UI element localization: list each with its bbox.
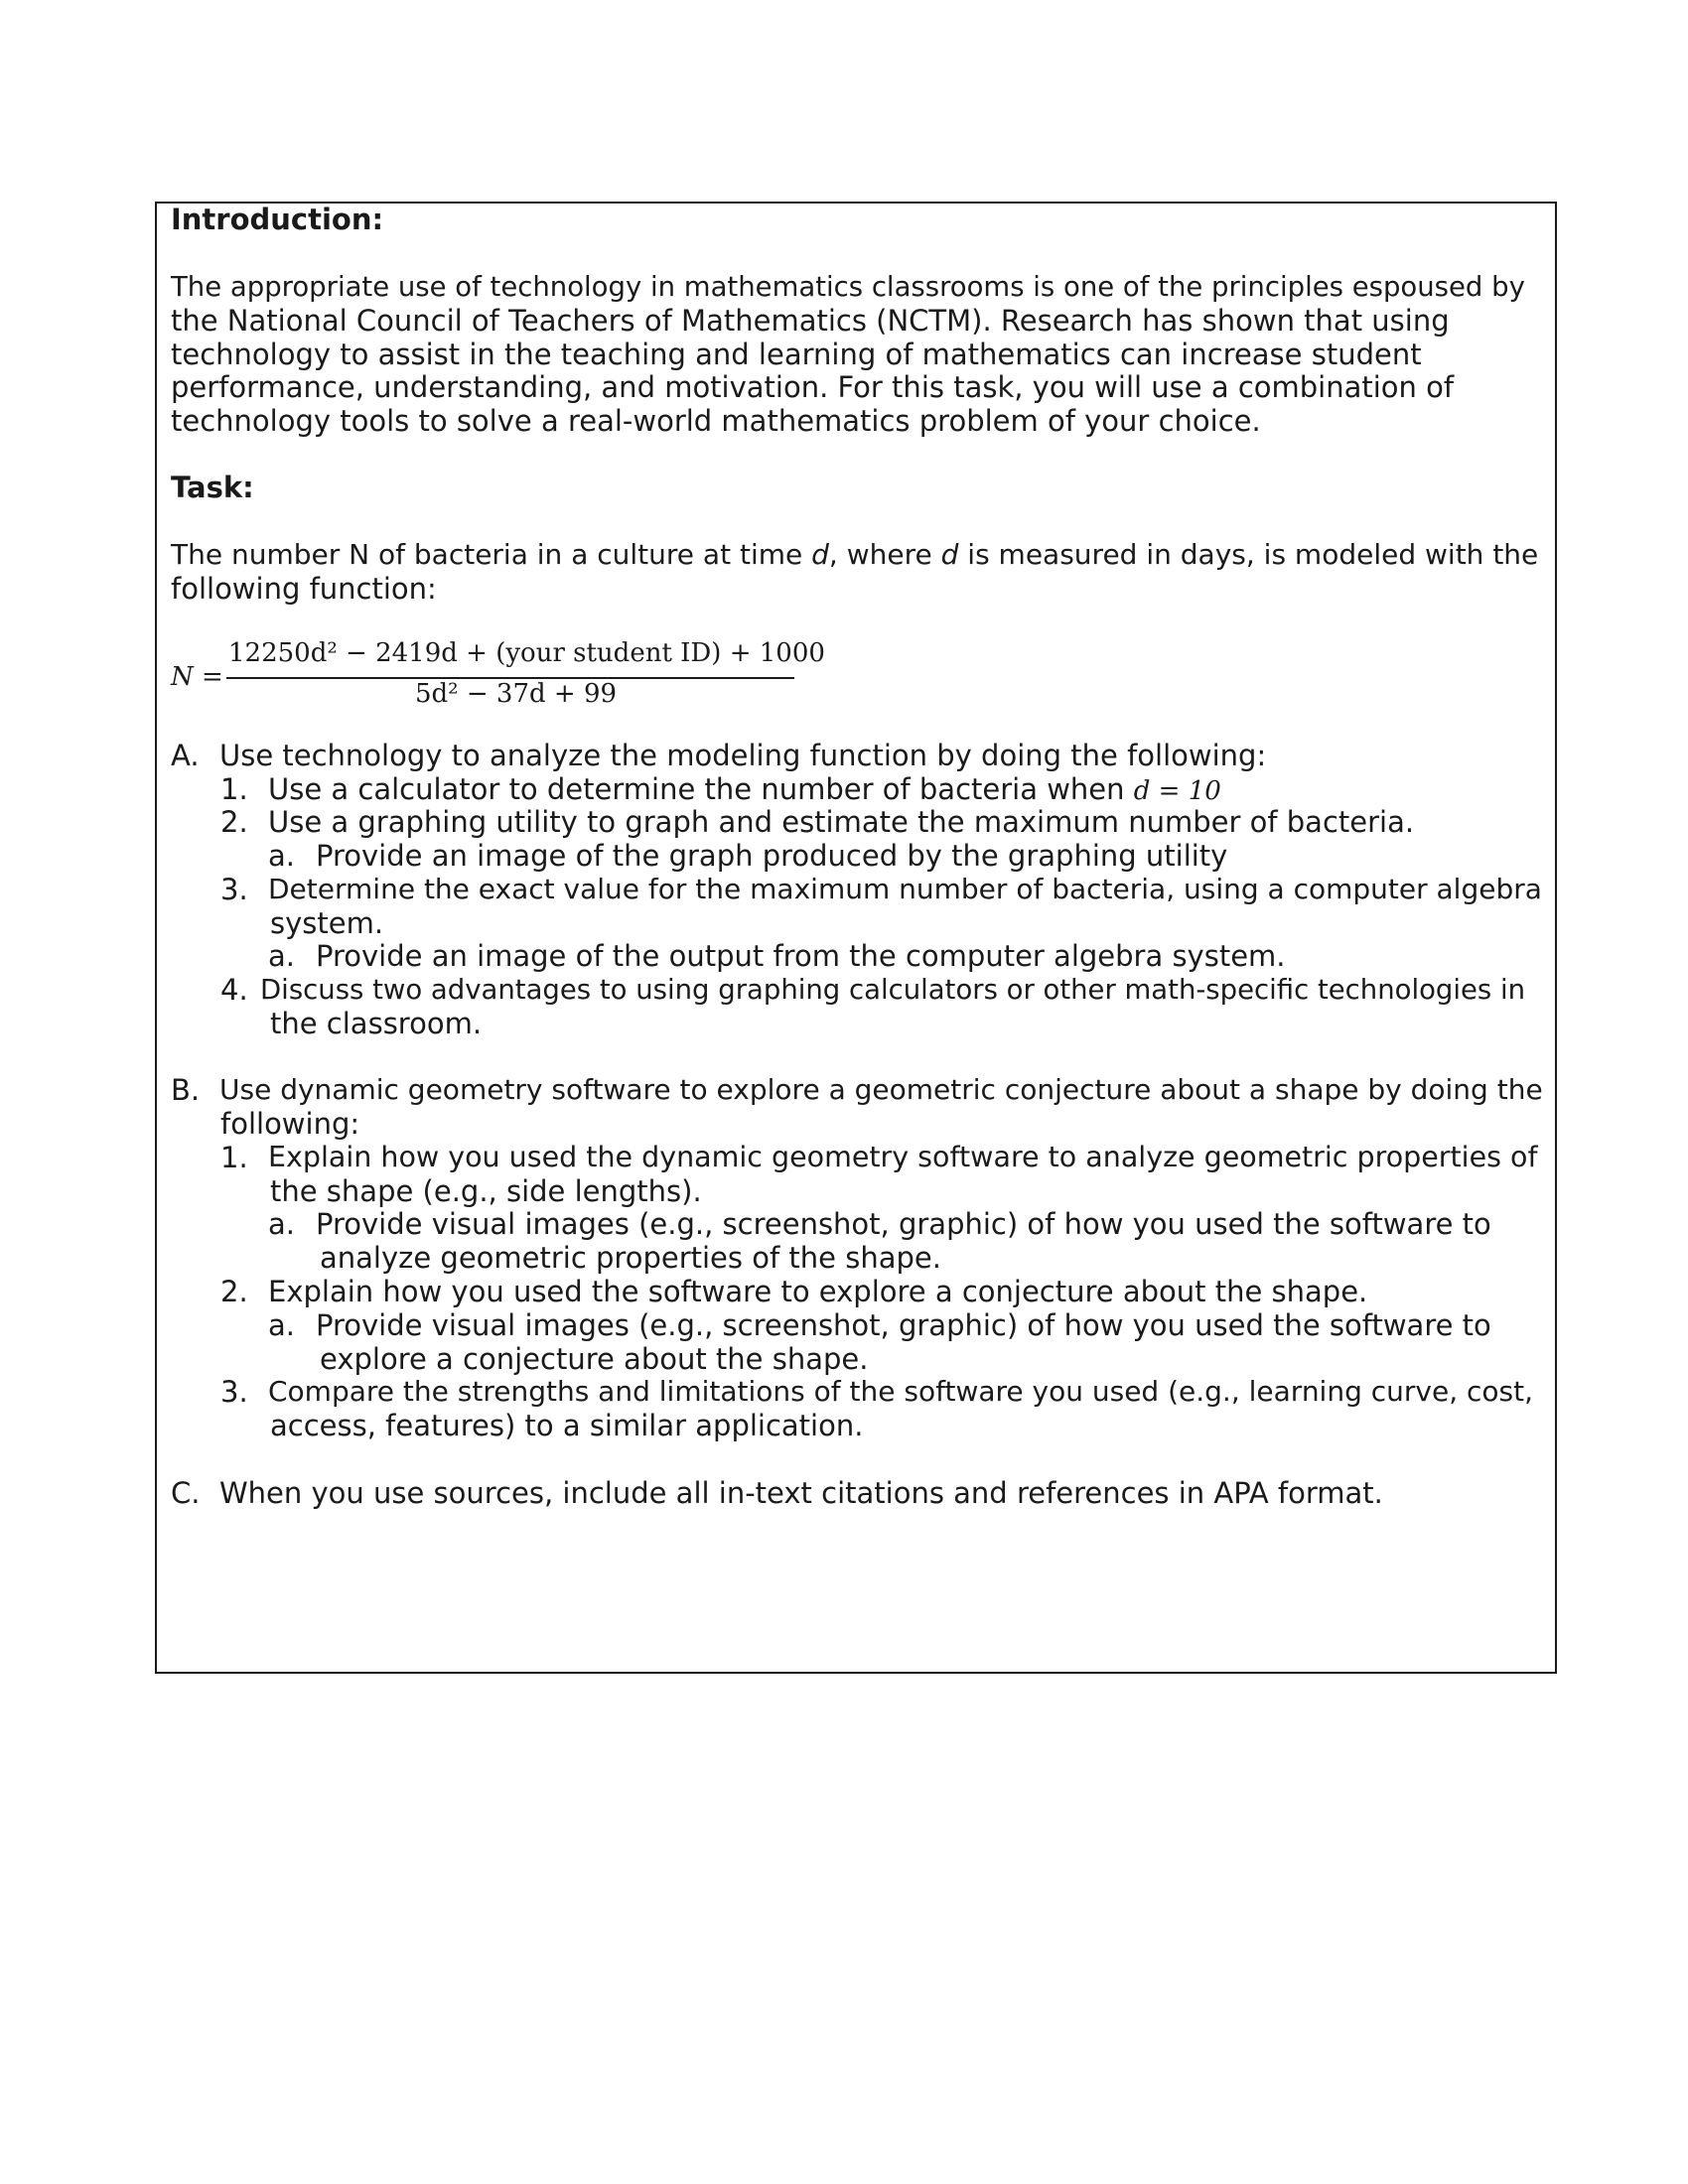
section-b-item1a: analyze geometric properties of the shape. bbox=[320, 1241, 941, 1275]
subitem-marker: a. bbox=[268, 1207, 295, 1241]
section-a-item2: Use a graphing utility to graph and estimate the maximum number of bacteria. bbox=[268, 805, 1415, 839]
section-a-marker: A. bbox=[171, 739, 200, 772]
task-text: is measured in days, is modeled with the bbox=[958, 538, 1539, 571]
section-a-text: Use technology to analyze the modeling function by doing the following: bbox=[219, 739, 1267, 772]
section-a-item4: the classroom. bbox=[270, 1007, 483, 1040]
item-marker: 3. bbox=[220, 1375, 248, 1409]
section-b-item2a: Provide visual images (e.g., screenshot, graphic) of how you used the software to bbox=[316, 1308, 1491, 1342]
formula-numerator: 12250d² − 2419d + (your student ID) + 1000 bbox=[228, 638, 825, 668]
item-marker: 2. bbox=[220, 1275, 248, 1308]
task-text: The number N of bacteria in a culture at time bbox=[171, 538, 812, 571]
task-heading: Task: bbox=[171, 471, 254, 504]
task-line: following function: bbox=[171, 572, 437, 606]
item-marker: 3. bbox=[220, 873, 248, 906]
intro-line: technology tools to solve a real-world mathematics problem of your choice. bbox=[171, 404, 1261, 438]
formula-denominator: 5d² − 37d + 99 bbox=[415, 679, 618, 709]
section-b-text: following: bbox=[220, 1107, 360, 1141]
variable-d: d bbox=[811, 538, 829, 571]
section-b-item2a: explore a conjecture about the shape. bbox=[320, 1342, 869, 1376]
section-a-item2a: Provide an image of the graph produced by the graphing utility bbox=[316, 839, 1228, 873]
intro-heading: Introduction: bbox=[171, 203, 384, 236]
section-b-item1: Explain how you used the dynamic geometry software to analyze geometric properties of bbox=[268, 1141, 1538, 1173]
task-line bbox=[171, 538, 1538, 572]
section-a-item3: Determine the exact value for the maximum number of bacteria, using a computer algebra bbox=[268, 873, 1542, 905]
subitem-marker: a. bbox=[268, 839, 295, 873]
subitem-marker: a. bbox=[268, 939, 295, 973]
section-b-item2: Explain how you used the software to explore a conjecture about the shape. bbox=[268, 1275, 1368, 1308]
section-b-item1: the shape (e.g., side lengths). bbox=[270, 1174, 702, 1208]
section-b-marker: B. bbox=[171, 1073, 201, 1107]
section-a-item1 bbox=[268, 772, 1221, 808]
section-b-item1a: Provide visual images (e.g., screenshot, graphic) of how you used the software to bbox=[316, 1207, 1491, 1241]
section-a-item3a: Provide an image of the output from the computer algebra system. bbox=[316, 939, 1286, 973]
intro-line: the National Council of Teachers of Mathematics (NCTM). Research has shown that using bbox=[171, 304, 1450, 338]
intro-line: The appropriate use of technology in mathematics classrooms is one of the principles espoused by bbox=[171, 271, 1525, 303]
section-b-text: Use dynamic geometry software to explore a geometric conjecture about a shape by doing the bbox=[219, 1073, 1543, 1106]
math-inline: d = 10 bbox=[1133, 776, 1221, 806]
section-a-item4: Discuss two advantages to using graphing calculators or other math-specific technologies in bbox=[260, 974, 1526, 1006]
section-b-item3: Compare the strengths and limitations of the software you used (e.g., learning curve, cost, bbox=[268, 1375, 1533, 1408]
section-c-text: When you use sources, include all in-text citations and references in APA format. bbox=[219, 1476, 1383, 1510]
section-c-marker: C. bbox=[171, 1476, 201, 1510]
subitem-marker: a. bbox=[268, 1308, 295, 1342]
intro-line: technology to assist in the teaching and learning of mathematics can increase student bbox=[171, 338, 1422, 371]
variable-d: d bbox=[940, 538, 959, 571]
item-marker: 1. bbox=[220, 1141, 248, 1174]
item-marker: 4. bbox=[220, 973, 248, 1007]
intro-line: performance, understanding, and motivation. For this task, you will use a combination of bbox=[171, 370, 1455, 404]
section-a-item3: system. bbox=[270, 906, 384, 940]
item-text: Use a calculator to determine the number of bacteria when bbox=[268, 772, 1134, 806]
item-marker: 1. bbox=[220, 772, 248, 806]
section-b-item3: access, features) to a similar application. bbox=[270, 1409, 864, 1442]
item-marker: 2. bbox=[220, 805, 248, 839]
formula-lhs: N = bbox=[171, 662, 223, 692]
task-text: , where bbox=[828, 538, 941, 571]
